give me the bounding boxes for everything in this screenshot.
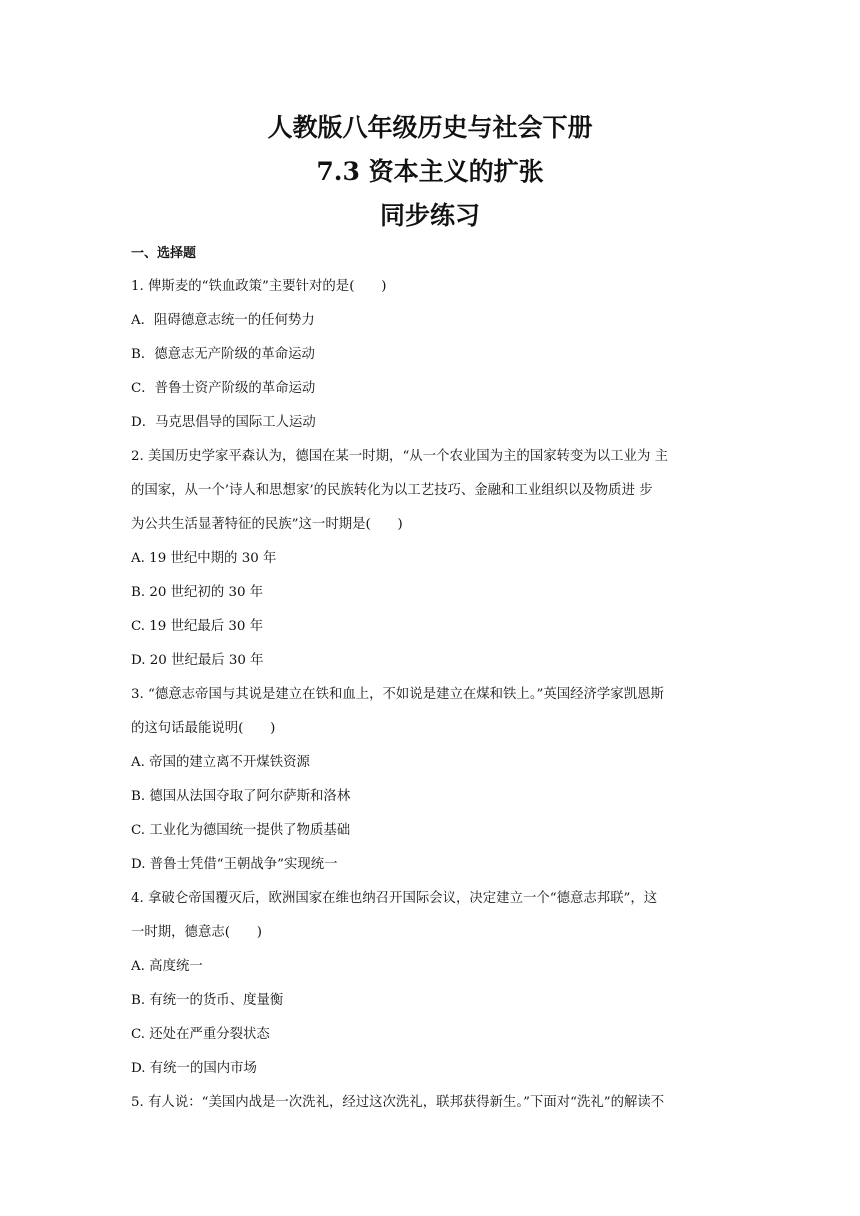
question-1 — [131, 270, 731, 440]
question-stem: 的这句话最能说明( ) — [131, 721, 276, 736]
document-title: 人教版八年级历史与社会下册 — [267, 113, 593, 142]
question-2 — [131, 440, 731, 678]
question-4 — [131, 882, 731, 1086]
answer-option: D. 有统一的国内市场 — [131, 1061, 257, 1076]
answer-option: A. 19 世纪中期的 30 年 — [131, 551, 277, 566]
answer-option: D．马克思倡导的国际工人运动 — [131, 415, 316, 430]
answer-option: A. 帝国的建立离不开煤铁资源 — [131, 755, 310, 770]
answer-option: C. 19 世纪最后 30 年 — [131, 619, 264, 634]
answer-option: B. 20 世纪初的 30 年 — [131, 585, 264, 600]
answer-option: A．阻碍德意志统一的任何势力 — [131, 313, 315, 328]
answer-option: B．德意志无产阶级的革命运动 — [131, 347, 315, 362]
question-stem: 为公共生活显著特征的民族”这一时期是( ) — [131, 517, 403, 532]
answer-option: C. 还处在严重分裂状态 — [131, 1027, 270, 1042]
answer-option: C．普鲁士资产阶级的革命运动 — [131, 381, 316, 396]
answer-option: A. 高度统一 — [131, 959, 203, 974]
answer-option: B. 有统一的货币、度量衡 — [131, 993, 284, 1008]
question-stem: 4. 拿破仑帝国覆灭后，欧洲国家在维也纳召开国际会议，决定建立一个“德意志邦联”，这 — [131, 891, 658, 906]
answer-option: C. 工业化为德国统一提供了物质基础 — [131, 823, 351, 838]
question-stem: 1. 俾斯麦的“铁血政策”主要针对的是( ) — [131, 279, 387, 294]
question-stem: 一时期，德意志( ) — [131, 925, 262, 940]
exercise-title: 同步练习 — [379, 201, 480, 230]
answer-option: D. 20 世纪最后 30 年 — [131, 653, 264, 668]
question-stem: 3. “德意志帝国与其说是建立在铁和血上，不如说是建立在煤和铁上。”英国经济学家凯恩斯 — [131, 687, 664, 702]
question-stem: 2. 美国历史学家平森认为，德国在某一时期，“从一个农业国为主的国家转变为以工业为 主 — [131, 449, 668, 464]
answer-option: D. 普鲁士凭借“王朝战争”实现统一 — [131, 857, 338, 872]
question-stem: 的国家，从一个’诗人和思想家’的民族转化为以工艺技巧、金融和工业组织以及物质进 步 — [131, 483, 653, 498]
question-3 — [131, 678, 731, 882]
question-content — [131, 242, 731, 1120]
answer-option: B. 德国从法国夺取了阿尔萨斯和洛林 — [131, 789, 351, 804]
question-stem: 5. 有人说：“美国内战是一次洗礼，经过这次洗礼，联邦获得新生。”下面对“洗礼”的解读不 — [131, 1095, 665, 1110]
lesson-title: 7.3 资本主义的扩张 — [316, 157, 544, 186]
question-5 — [131, 1086, 731, 1120]
section-heading: 一、选择题 — [131, 246, 197, 261]
